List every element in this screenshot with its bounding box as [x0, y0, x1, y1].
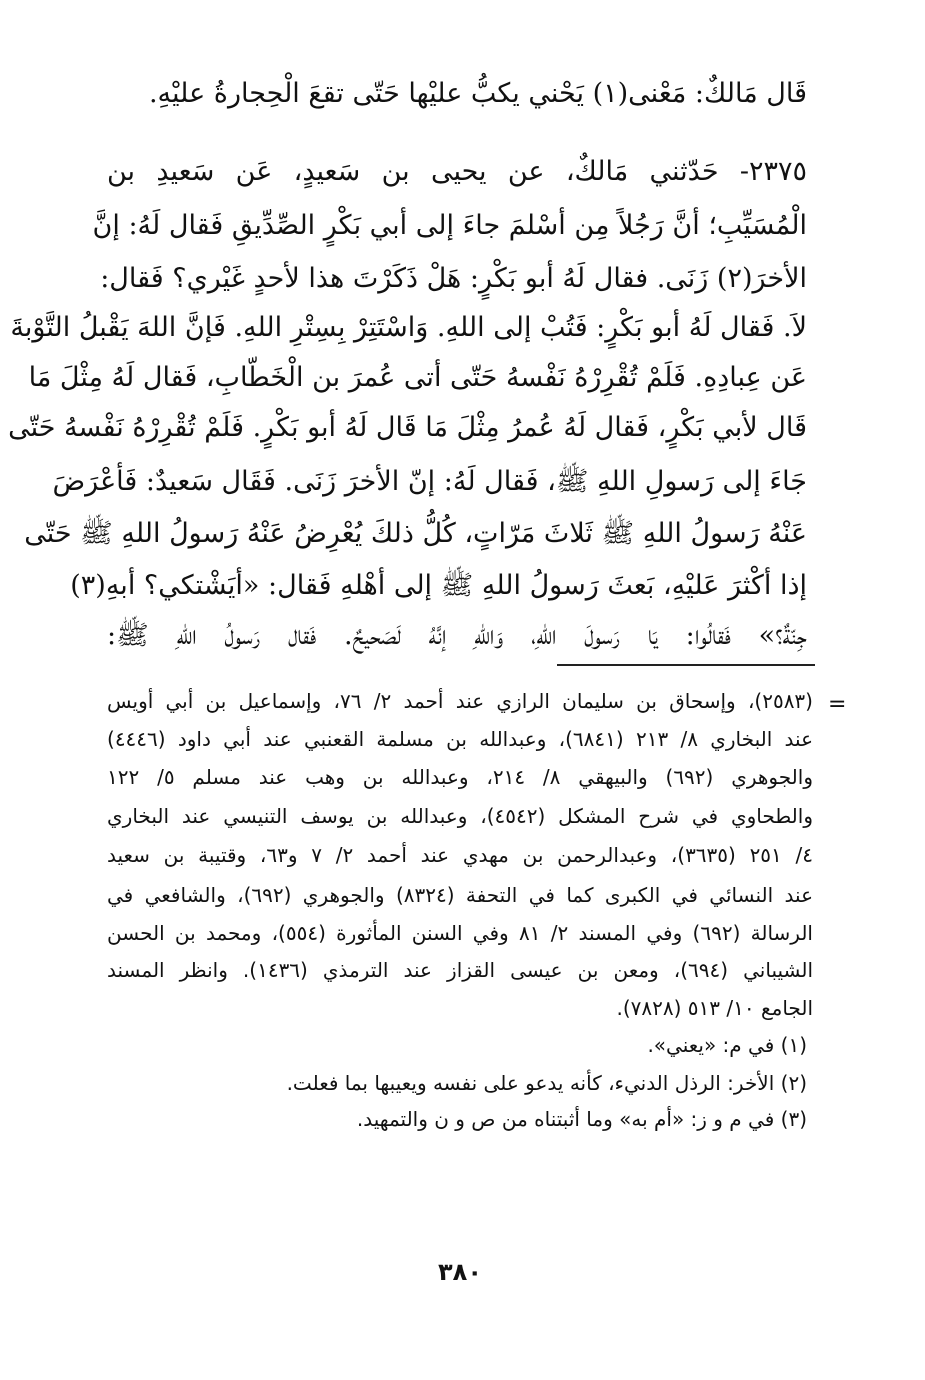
hadith-line: عَنْهُ رَسولُ اللهِ ﷺ ثَلاثَ مَرّاتٍ، كُلُّ ذلكَ يُعْرِضُ عَنْهُ رَسولُ اللهِ ﷺ حَتّى — [24, 518, 807, 549]
footnote-line: الرسالة (٦٩٢) وفي المسند ٢/ ٨١ وفي السنن المأثورة (٥٥٤)، ومحمد بن الحسن — [107, 921, 813, 945]
page-number: ٣٨٠ — [438, 1258, 482, 1286]
footnote-line: ٤/ ٢٥١ (٣٦٣٥)، وعبدالرحمن بن مهدي عند أحمد ٢/ ٧ و٦٣، وقتيبة بن سعيد — [107, 843, 814, 867]
hadith-line: عَن عِبادِهِ. فَلَمْ تُقْرِرْهُ نَفْسهُ حَتّى أتى عُمرَ بن الْخَطّابِ، فَقال لَهُ مِثْلَ مَا — [28, 362, 807, 393]
note-item: (٢) الأخر: الرذل الدنيء، كأنه يدعو على نفسه ويعيبها بما فعلت. — [286, 1071, 807, 1095]
footnote-separator — [557, 664, 815, 666]
continuation-mark: = — [828, 692, 847, 717]
hadith-line: الْمُسَيِّبِ؛ أنَّ رَجُلاً مِن أسْلمَ جاءَ إلى أبي بَكْرٍ الصِّدِّيقِ فَقال لَهُ: إنَّ — [92, 210, 807, 241]
footnote-line: عند النسائي في الكبرى كما في التحفة (٨٣٢٤) والجوهري (٦٩٢)، والشافعي في — [107, 883, 814, 907]
note-item: (١) في م: «يعني». — [647, 1033, 807, 1057]
hadith-line: إذا أكْثرَ عَليْهِ، بَعثَ رَسولُ اللهِ ﷺ إلى أهْلهِ فَقال: «أيَشْتكي؟ أبهِ(٣) — [70, 570, 807, 601]
commentary-line: قَال مَالكٌ: مَعْنى(١) يَحْني يكبُّ عليْها حَتّى تقعَ الْحِجارةُ عليْهِ. — [148, 78, 807, 109]
footnote-line: (٢٥٨٣)، وإسحاق بن سليمان الرازي عند أحمد ٢/ ٧٦، وإسماعيل بن أبي أويس — [107, 689, 813, 713]
hadith-line: جَاءَ إلى رَسولِ اللهِ ﷺ، فَقال لَهُ: إنّ الأخرَ زَنَى. فَقَال سَعيدٌ: فَأعْرَضَ — [52, 466, 807, 497]
footnote-line: الشيباني (٦٩٤)، ومعن بن عيسى القزاز عند الترمذي (١٤٣٦). وانظر المسند — [107, 958, 814, 982]
footnote-line: الجامع ١٠/ ٥١٣ (٧٨٢٨). — [616, 996, 813, 1020]
note-item: (٣) في م و ز: «أم به» وما أثبتناه من ص و ن والتمهيد. — [356, 1107, 807, 1131]
footnote-line: والجوهري (٦٩٢) والبيهقي ٨/ ٢١٤، وعبدالله بن وهب عند مسلم ٥/ ١٢٢ — [107, 765, 813, 789]
hadith-line: جِنّةٌ؟» فَقالُوا: يَا رَسولَ اللهِ، وَاللهِ إنَّهُ لَصَحيحٌ. فَقال رَسولُ اللهِ ﷺ: — [107, 620, 807, 651]
hadith-line: ٢٣٧٥- حَدّثني مَالكٌ، عن يحيى بن سَعيدٍ، عَن سَعيدِ بن — [107, 156, 807, 187]
hadith-line: قَال لأبي بَكْرٍ، فَقال لَهُ عُمرُ مِثْلَ مَا قَال لَهُ أبو بَكْرٍ. فَلَمْ تُقْرِرْهُ نَفْسهُ حَتّى — [8, 412, 807, 443]
footnote-line: والطحاوي في شرح المشكل (٤٥٤٢)، وعبدالله بن يوسف التنيسي عند البخاري — [107, 804, 813, 828]
hadith-line: الأخرَ(٢) زَنَى. فقال لَهُ أبو بَكْرٍ: هَلْ ذَكَرْتَ هذا لأحدٍ غَيْري؟ فَقال: — [100, 263, 807, 294]
hadith-line: لاَ. فَقال لَهُ أبو بَكْرٍ: فَتُبْ إلى اللهِ. وَاسْتَتِرْ بِسِتْرِ اللهِ. فَإنَّ اللهَ يَقْبلُ التَّوْبةَ — [10, 312, 807, 343]
footnote-line: عند البخاري ٨/ ٢١٣ (٦٨٤١)، وعبدالله بن مسلمة القعنبي عند أبي داود (٤٤٤٦) — [107, 727, 813, 751]
